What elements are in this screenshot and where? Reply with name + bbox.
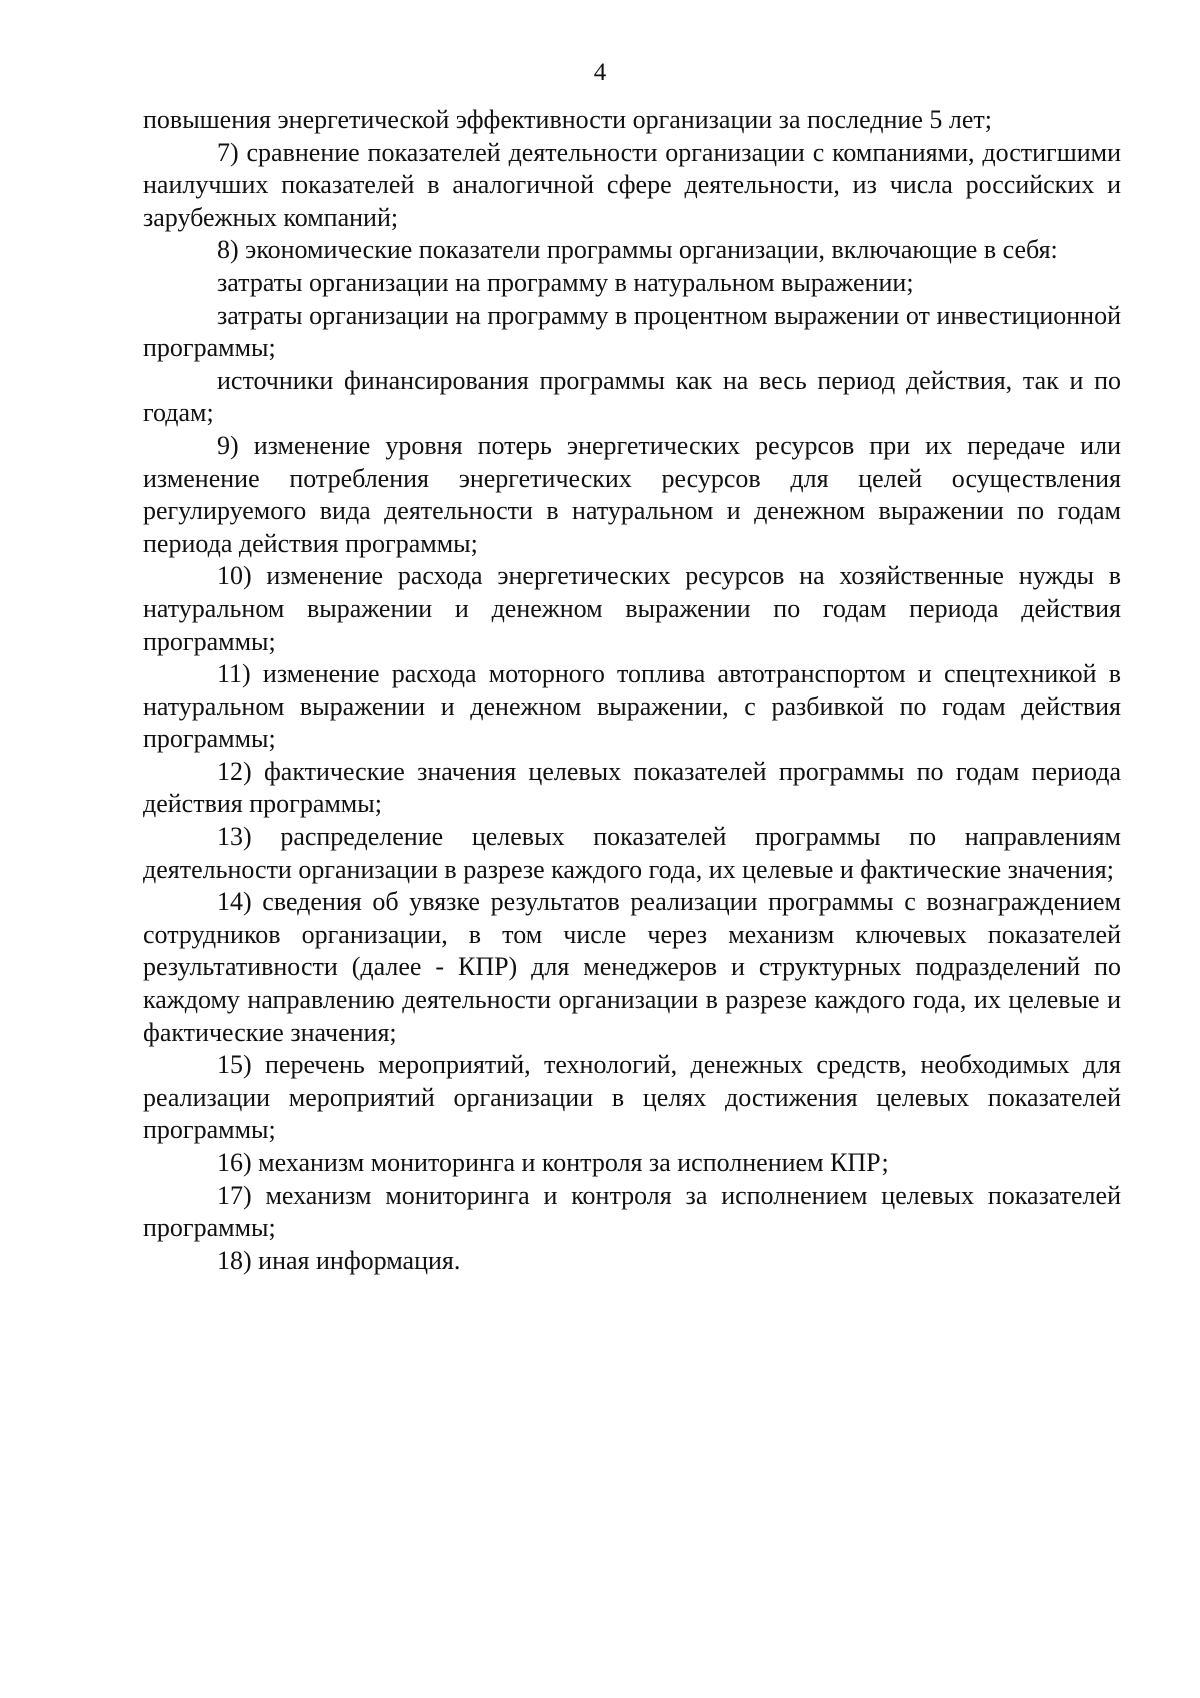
paragraph-continuation: повышения энергетической эффективности организации за последние 5 лет; (143, 105, 992, 134)
list-item-16: 16) механизм мониторинга и контроля за исполнением КПР; (217, 1148, 889, 1177)
list-item-18: 18) иная информация. (217, 1245, 461, 1275)
list-item-15: 15) перечень мероприятий, технологий, денежных средств, необходимых для реализации мероприятий организации в целях достижения целевых показателей программы; (143, 1050, 1121, 1145)
list-item-12: 12) фактические значения целевых показателей программы по годам периода действия программы; (143, 756, 1121, 819)
list-item-17: 17) механизм мониторинга и контроля за исполнением целевых показателей программы; (143, 1180, 1121, 1243)
list-item-9: 9) изменение уровня потерь энергетических ресурсов при их передаче или изменение потребления энергетических ресурсов для целей осуществления регулируемого вида деятельности в натуральном и денежном выражении по годам периода действия программы; (143, 430, 1121, 558)
page-number: 4 (593, 59, 607, 86)
list-item-7: 7) сравнение показателей деятельности организации с компаниями, достигшими наилучших показателей в аналогичной сфере деятельности, из числа российских и зарубежных компаний; (143, 137, 1121, 232)
list-item-8: 8) экономические показатели программы организации, включающие в себя: (217, 235, 1058, 265)
list-item-8-subitem-funding-sources: источники финансирования программы как на весь период действия, так и по годам; (143, 365, 1121, 428)
list-item-11: 11) изменение расхода моторного топлива автотранспортом и спецтехникой в натуральном выражении и денежном выражении, с разбивкой по годам действия программы; (143, 659, 1121, 754)
list-item-8-subitem-costs-natural: затраты организации на программу в натуральном выражении; (217, 267, 914, 297)
document-body (143, 104, 1121, 1277)
list-item-14: 14) сведения об увязке результатов реализации программы с вознаграждением сотрудников организации, в том числе через механизм ключевых показателей результативности (далее - КПР) для менеджеров и структурных подразделений по каждому направлению деятельности организации в разрезе каждого года, их целевые и фактические значения; (143, 887, 1121, 1047)
list-item-8-subitem-costs-percent: затраты организации на программу в процентном выражении от инвестиционной программы; (143, 300, 1121, 363)
list-item-10: 10) изменение расхода энергетических ресурсов на хозяйственные нужды в натуральном выражении и денежном выражении по годам периода действия программы; (143, 561, 1121, 656)
list-item-13: 13) распределение целевых показателей программы по направлениям деятельности организации в разрезе каждого года, их целевые и фактические значения; (143, 822, 1121, 884)
